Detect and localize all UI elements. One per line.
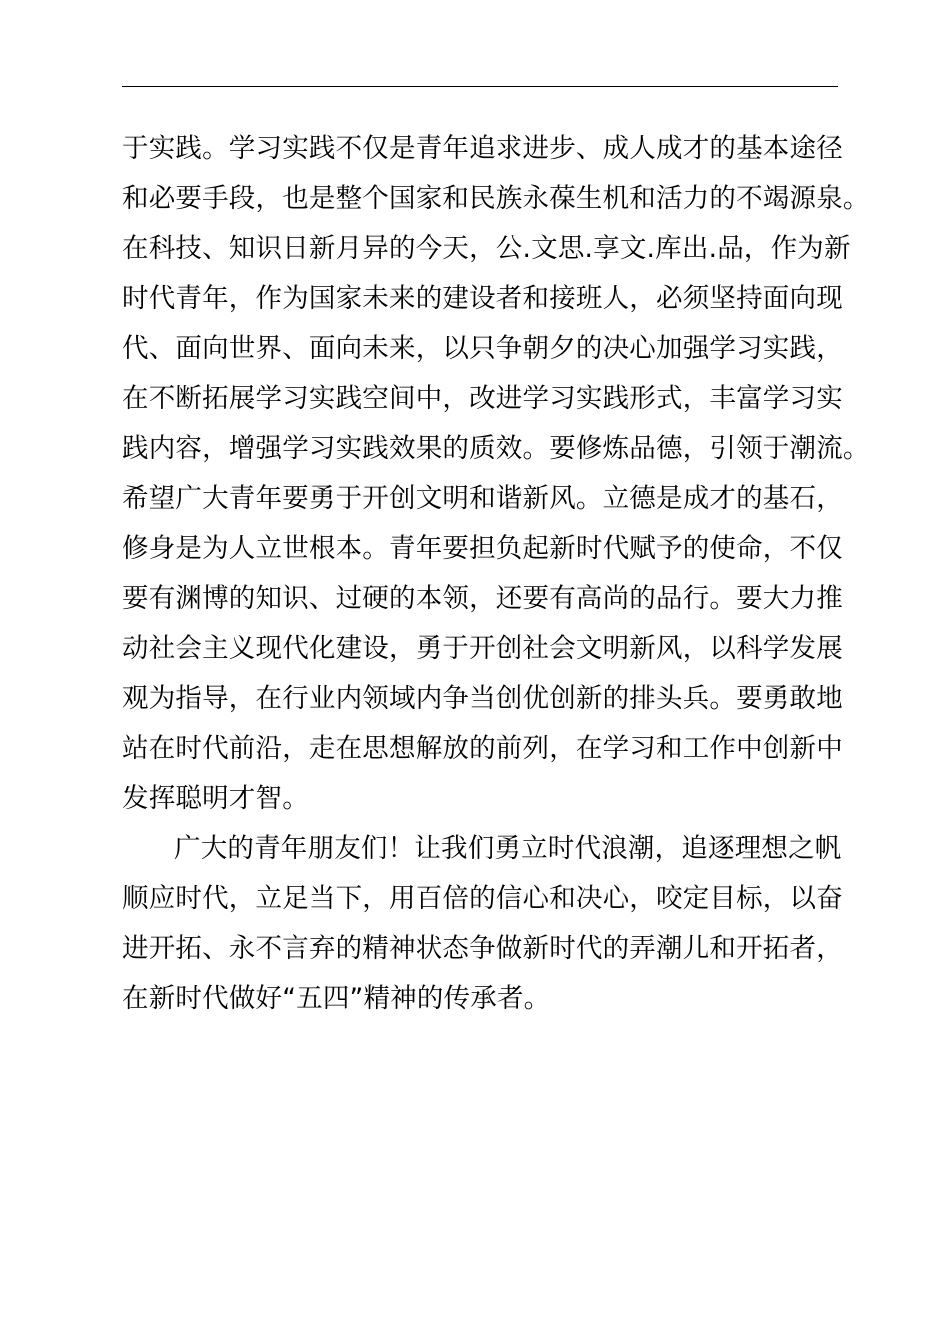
body-text-line: 于实践。学习实践不仅是青年追求进步、成人成才的基本途径 — [122, 133, 843, 164]
body-text-line: 践内容，增强学习实践效果的质效。要修炼品德，引领于潮流。 — [122, 433, 870, 464]
body-text-line: 顺应时代，立足当下，用百倍的信心和决心，咬定目标，以奋 — [122, 883, 843, 914]
body-text-line: 在科技、知识日新月异的今天，公.文思.享文.库出.品，作为新 — [122, 233, 851, 264]
body-text-line: 希望广大青年要勇于开创文明和谐新风。立德是成才的基石， — [122, 483, 843, 514]
body-text-line: 观为指导，在行业内领域内争当创优创新的排头兵。要勇敢地 — [122, 683, 843, 714]
body-text-line: 动社会主义现代化建设，勇于开创社会文明新风，以科学发展 — [122, 633, 843, 664]
body-text-line: 代、面向世界、面向未来，以只争朝夕的决心加强学习实践， — [122, 333, 843, 364]
body-text-line: 在不断拓展学习实践空间中，改进学习实践形式，丰富学习实 — [122, 383, 843, 414]
body-text-line: 要有渊博的知识、过硬的本领，还要有高尚的品行。要大力推 — [122, 583, 843, 614]
body-text-line: 和必要手段，也是整个国家和民族永葆生机和活力的不竭源泉。 — [122, 183, 870, 214]
paragraph-first-line: 广大的青年朋友们！让我们勇立时代浪潮，追逐理想之帆 — [174, 833, 842, 864]
body-text-line: 在新时代做好“五四”精神的传承者。 — [122, 983, 551, 1014]
body-text-line: 修身是为人立世根本。青年要担负起新时代赋予的使命，不仅 — [122, 533, 843, 564]
body-text-line: 发挥聪明才智。 — [122, 783, 309, 814]
body-text-line: 时代青年，作为国家未来的建设者和接班人，必须坚持面向现 — [122, 283, 843, 314]
body-text-line: 站在时代前沿，走在思想解放的前列，在学习和工作中创新中 — [122, 733, 843, 764]
body-text-line: 进开拓、永不言弃的精神状态争做新时代的弄潮儿和开拓者， — [122, 933, 843, 964]
header-rule — [122, 86, 838, 87]
